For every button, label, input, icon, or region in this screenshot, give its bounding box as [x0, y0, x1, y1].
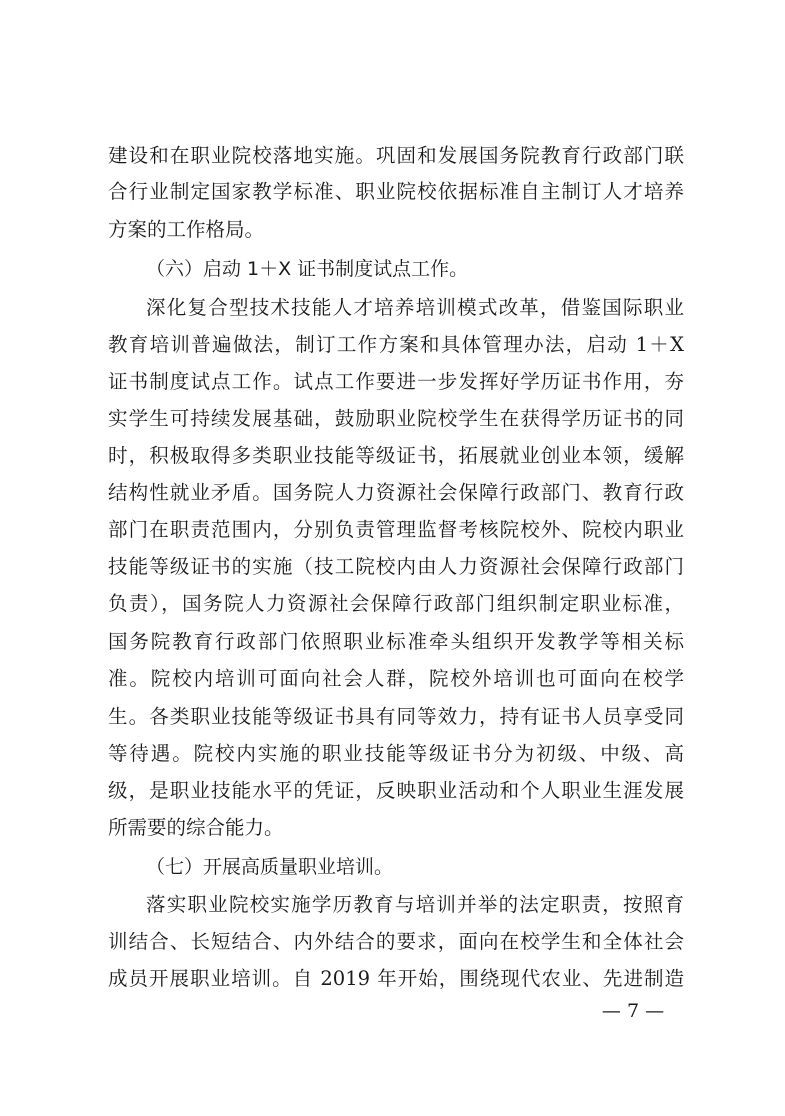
body-text-line: 准。院校内培训可面向社会人群，院校外培训也可面向在校学 — [108, 667, 684, 690]
body-text-line: 合行业制定国家教学标准、职业院校依据标准自主制订人才培养 — [108, 180, 684, 203]
body-text-line: 部门在职责范围内，分别负责管理监督考核院校外、院校内职业 — [108, 518, 684, 541]
body-text-line: 生。各类职业技能等级证书具有同等效力，持有证书人员享受同 — [108, 705, 684, 728]
body-text-line: 建设和在职业院校落地实施。巩固和发展国务院教育行政部门联 — [108, 144, 684, 167]
body-text-line: 成员开展职业培训。自 2019 年开始，围绕现代农业、先进制造 — [108, 967, 684, 990]
body-text-line: 训结合、长短结合、内外结合的要求，面向在校学生和全体社会 — [108, 930, 684, 953]
body-text-line: 所需要的综合能力。 — [108, 816, 284, 839]
body-text-line: 国务院教育行政部门依照职业标准牵头组织开发教学等相关标 — [108, 630, 684, 653]
body-text-line: 技能等级证书的实施（技工院校内由人力资源社会保障行政部门 — [108, 555, 684, 578]
body-text-line: 负责），国务院人力资源社会保障行政部门组织制定职业标准， — [108, 592, 684, 615]
section-heading-seven: （七）开展高质量职业培训。 — [146, 856, 394, 878]
body-text-line: 结构性就业矛盾。国务院人力资源社会保障行政部门、教育行政 — [108, 481, 684, 504]
body-text-line: 教育培训普遍做法，制订工作方案和具体管理办法，启动 1＋X — [108, 333, 684, 356]
page-number: — 7 — — [601, 1000, 665, 1022]
section-heading-six: （六）启动 1＋X 证书制度试点工作。 — [146, 258, 469, 280]
body-text-line: 方案的工作格局。 — [108, 218, 265, 241]
body-text-line: 时，积极取得多类职业技能等级证书，拓展就业创业本领，缓解 — [108, 444, 684, 467]
paragraph-first-line: 深化复合型技术技能人才培养培训模式改革，借鉴国际职业 — [146, 296, 684, 319]
body-text-line: 级，是职业技能水平的凭证，反映职业活动和个人职业生涯发展 — [108, 779, 684, 802]
body-text-line: 实学生可持续发展基础，鼓励职业院校学生在获得学历证书的同 — [108, 407, 684, 430]
paragraph-first-line: 落实职业院校实施学历教育与培训并举的法定职责，按照育 — [146, 893, 684, 916]
body-text-line: 证书制度试点工作。试点工作要进一步发挥好学历证书作用，夯 — [108, 370, 684, 393]
body-text-line: 等待遇。院校内实施的职业技能等级证书分为初级、中级、高 — [108, 742, 684, 765]
